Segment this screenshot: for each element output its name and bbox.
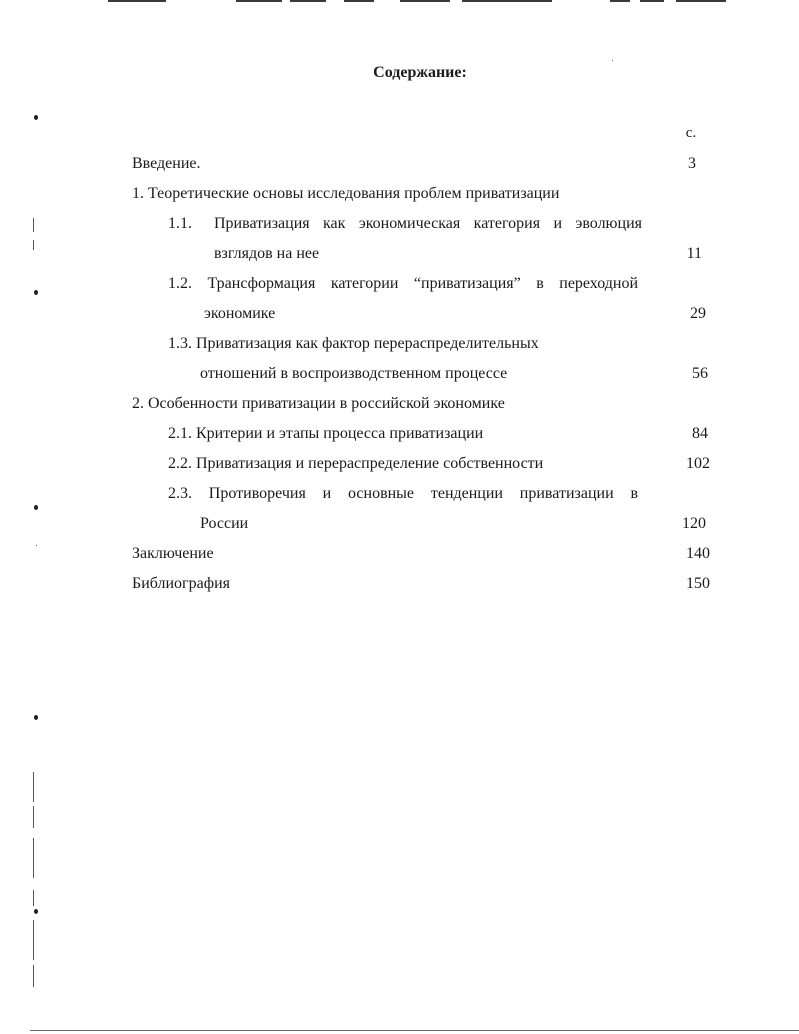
scan-speck	[36, 545, 37, 546]
scan-edge-line	[33, 838, 34, 878]
punch-hole-mark	[34, 505, 38, 510]
toc-page-number: 3	[688, 155, 696, 172]
toc-entry-section-1-1-line1: Приватизация как экономическая категория и эволюция	[214, 215, 642, 232]
toc-entry-section-1-3-line1: 1.3. Приватизация как фактор перераспределительных	[168, 335, 539, 352]
toc-entry-section-2-1: 2.1. Критерии и этапы процесса приватизации	[168, 425, 484, 442]
toc-entry-section-2-2: 2.2. Приватизация и перераспределение собственности	[168, 455, 544, 472]
scan-edge-line	[33, 920, 34, 960]
toc-entry-section-1-1-line2: взглядов на нее	[214, 245, 320, 262]
toc-page-number: 56	[692, 365, 708, 382]
punch-hole-mark	[34, 909, 38, 914]
toc-page-number: 120	[682, 515, 706, 532]
punch-hole-mark	[34, 715, 38, 720]
toc-entry-section-2-3-line2: России	[200, 515, 249, 532]
toc-entry-bibliography: Библиография	[132, 575, 230, 592]
toc-entry-section-1-2-line2: экономике	[204, 305, 276, 322]
toc-entry-section-2-3-line1: 2.3. Противоречия и основные тенденции приватизации в	[168, 485, 638, 502]
toc-entry-introduction: Введение.	[132, 155, 201, 172]
scan-speck	[612, 60, 613, 61]
toc-page-number: 29	[690, 305, 706, 322]
page-column-label: с.	[685, 125, 697, 141]
toc-page-number: 84	[692, 425, 708, 442]
scan-edge-line	[33, 772, 34, 802]
scan-edge-line	[33, 240, 34, 250]
toc-entry-section-1-2-line1: 1.2. Трансформация категории “приватизация” в переходной	[168, 275, 638, 292]
punch-hole-mark	[34, 290, 38, 295]
toc-entry-number: 1.1.	[168, 215, 192, 232]
toc-entry-section-1-3-line2: отношений в воспроизводственном процессе	[200, 365, 508, 382]
scan-edge-line	[33, 890, 34, 906]
scan-edge-line	[33, 218, 34, 232]
toc-heading: Содержание:	[373, 64, 467, 81]
toc-page-number: 150	[686, 575, 710, 592]
toc-page-number: 140	[686, 545, 710, 562]
punch-hole-mark	[34, 115, 38, 120]
toc-entry-chapter-2: 2. Особенности приватизации в российской экономике	[132, 395, 505, 412]
scan-edge-line	[33, 965, 34, 987]
scan-edge-line	[33, 806, 34, 828]
toc-page-number: 11	[686, 245, 702, 262]
toc-entry-conclusion: Заключение	[132, 545, 214, 562]
toc-entry-chapter-1: 1. Теоретические основы исследования проблем приватизации	[132, 185, 560, 202]
scan-edge-top	[0, 0, 799, 4]
toc-page-number: 102	[686, 455, 710, 472]
scan-edge-bottom	[30, 1030, 799, 1031]
